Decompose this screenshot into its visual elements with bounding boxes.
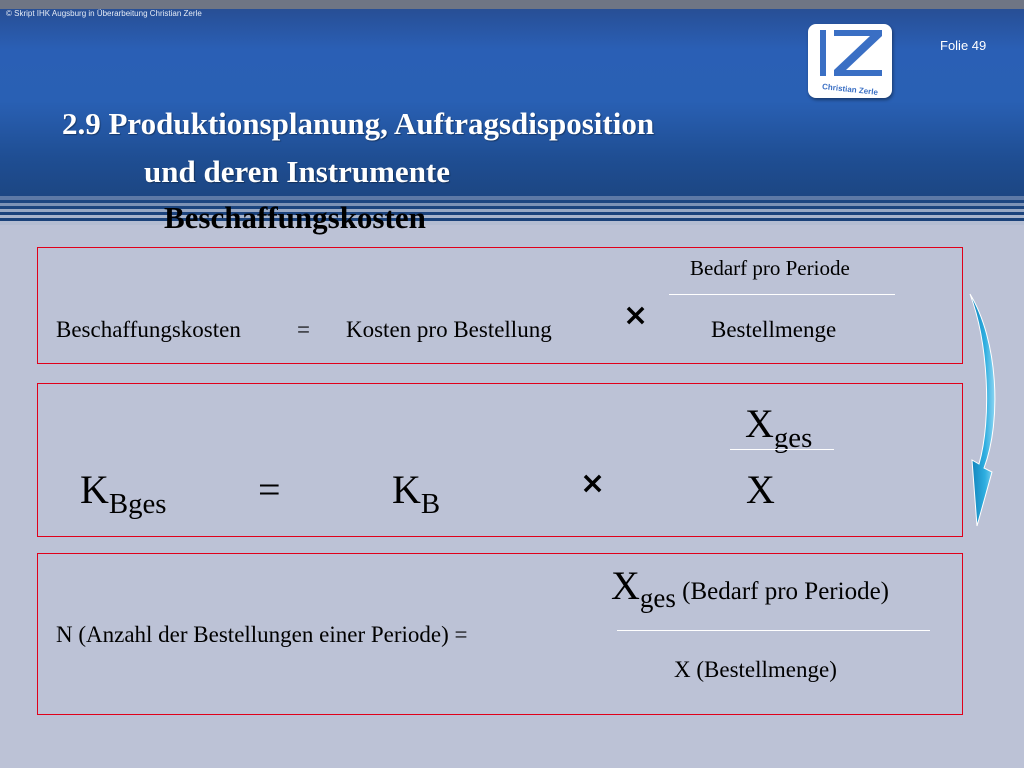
equals-sign: = [297,317,310,342]
multiply-icon: × [623,298,649,333]
lhs-text: N (Anzahl der Bestellungen einer Periode) = [56,622,468,647]
multiply-icon: × [580,466,606,501]
header-stripe [0,221,1024,225]
section-subtitle: Beschaffungskosten [164,200,426,235]
numerator-text: Bedarf pro Periode [690,256,850,280]
numerator-symbol: $X_{ges}$ [745,401,813,455]
denominator-text: Bestellmenge [711,317,837,342]
header-stripe [0,215,1024,218]
lhs-text: Beschaffungskosten [56,317,241,342]
equals-sign: = [258,467,281,512]
top-bar [0,0,1024,9]
slide-number: Folie 49 [940,38,987,53]
header-stripe [0,209,1024,212]
header-stripe [0,203,1024,206]
page-title-line2: und deren Instrumente [144,154,451,189]
factor-text: Kosten pro Bestellung [346,317,552,342]
denominator-text: X (Bestellmenge) [674,657,837,682]
logo-text: Christian Zerle [821,82,879,97]
factor-symbol: $K_B$ [392,467,441,521]
fraction-line [669,294,895,295]
fraction-line [730,449,834,450]
copyright-text: © Skript IHK Augsburg in Überarbeitung Christian Zerle [6,9,202,18]
logo-iz-icon [808,24,892,98]
curved-arrow-icon [962,290,1002,530]
fraction-line [617,630,930,631]
lhs-symbol: $K_{Bges}$ [80,467,167,521]
numerator-symbol: $X_{ges}$ (Bedarf pro Periode) [611,563,890,614]
denominator-symbol: X [746,467,775,512]
page-title: 2.9 Produktionsplanung, Auftragsdisposition [62,106,655,141]
formula-box-symbols [37,383,963,537]
header-stripe [0,196,1024,200]
